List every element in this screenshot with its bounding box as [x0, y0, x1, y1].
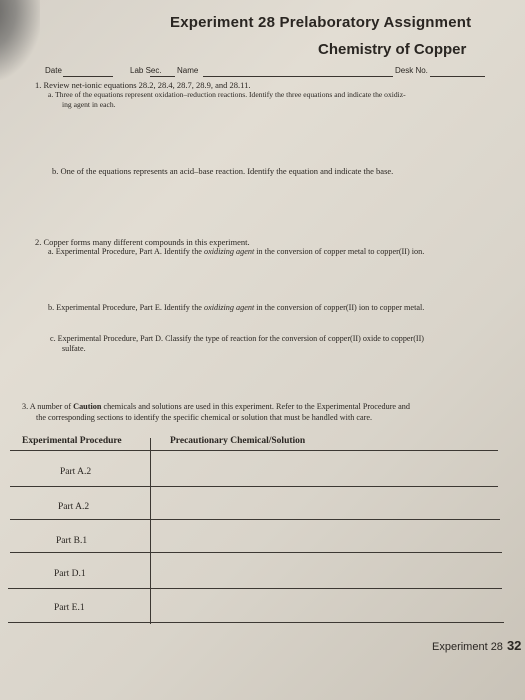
table-row-label: Part A.2	[58, 502, 90, 512]
lab-sec-field[interactable]	[150, 76, 175, 77]
table-row-label: Part D.1	[54, 569, 86, 579]
name-label: Name	[177, 66, 199, 75]
question-3-line2: the corresponding sections to identify the specific chemical or solution that must be handled with care.	[36, 413, 373, 422]
question-2c-line2: sulfate.	[62, 344, 86, 353]
page-number: 32	[506, 638, 522, 653]
question-1a-line1: a. Three of the equations represent oxidation–reduction reactions. Identify the three equations and indicate the oxidiz-	[48, 90, 406, 99]
table-row-label: Part B.1	[56, 536, 88, 546]
question-1b: b. One of the equations represents an acid–base reaction. Identify the equation and indicate the base.	[52, 166, 394, 176]
page-subtitle: Chemistry of Copper	[318, 41, 467, 58]
table-column-divider	[150, 438, 151, 624]
desk-field[interactable]	[430, 76, 485, 77]
table-row-label: Part A.2	[60, 467, 92, 477]
table-row-rule	[8, 588, 502, 589]
question-1a-line2: ing agent in each.	[62, 100, 116, 109]
question-3-line1: 3. A number of Caution chemicals and solutions are used in this experiment. Refer to the Experimental Procedure and	[22, 402, 410, 411]
table-row-rule	[10, 552, 502, 553]
name-field[interactable]	[203, 76, 393, 77]
footer-experiment: Experiment 28	[432, 641, 503, 653]
question-2a: a. Experimental Procedure, Part A. Identify the oxidizing agent in the conversion of copper metal to copper(II) ion.	[48, 247, 425, 256]
question-2b: b. Experimental Procedure, Part E. Identify the oxidizing agent in the conversion of copper(II) ion to copper metal.	[48, 303, 425, 312]
lab-sec-label: Lab Sec.	[130, 66, 162, 75]
table-row-rule	[10, 486, 498, 487]
page-title: Experiment 28 Prelaboratory Assignment	[170, 14, 472, 31]
question-2-intro: 2. Copper forms many different compounds in this experiment.	[35, 237, 250, 247]
col-header-chemical: Precautionary Chemical/Solution	[170, 436, 306, 446]
col-header-procedure: Experimental Procedure	[22, 436, 122, 446]
corner-shadow	[0, 0, 40, 80]
desk-label: Desk No.	[395, 66, 428, 75]
table-row-rule	[10, 519, 500, 520]
date-field[interactable]	[63, 76, 113, 77]
table-row-label: Part E.1	[54, 603, 85, 613]
caution-table-header	[22, 436, 498, 450]
question-1-intro: 1. Review net-ionic equations 28.2, 28.4, 28.7, 28.9, and 28.11.	[35, 80, 251, 90]
question-2c-line1: c. Experimental Procedure, Part D. Classify the type of reaction for the conversion of copper(II) oxide to copper(II)	[50, 334, 424, 343]
student-info-row	[45, 66, 485, 80]
table-header-rule	[10, 450, 498, 451]
date-label: Date	[45, 66, 62, 75]
table-row-rule	[8, 622, 504, 623]
page-footer	[432, 638, 521, 653]
